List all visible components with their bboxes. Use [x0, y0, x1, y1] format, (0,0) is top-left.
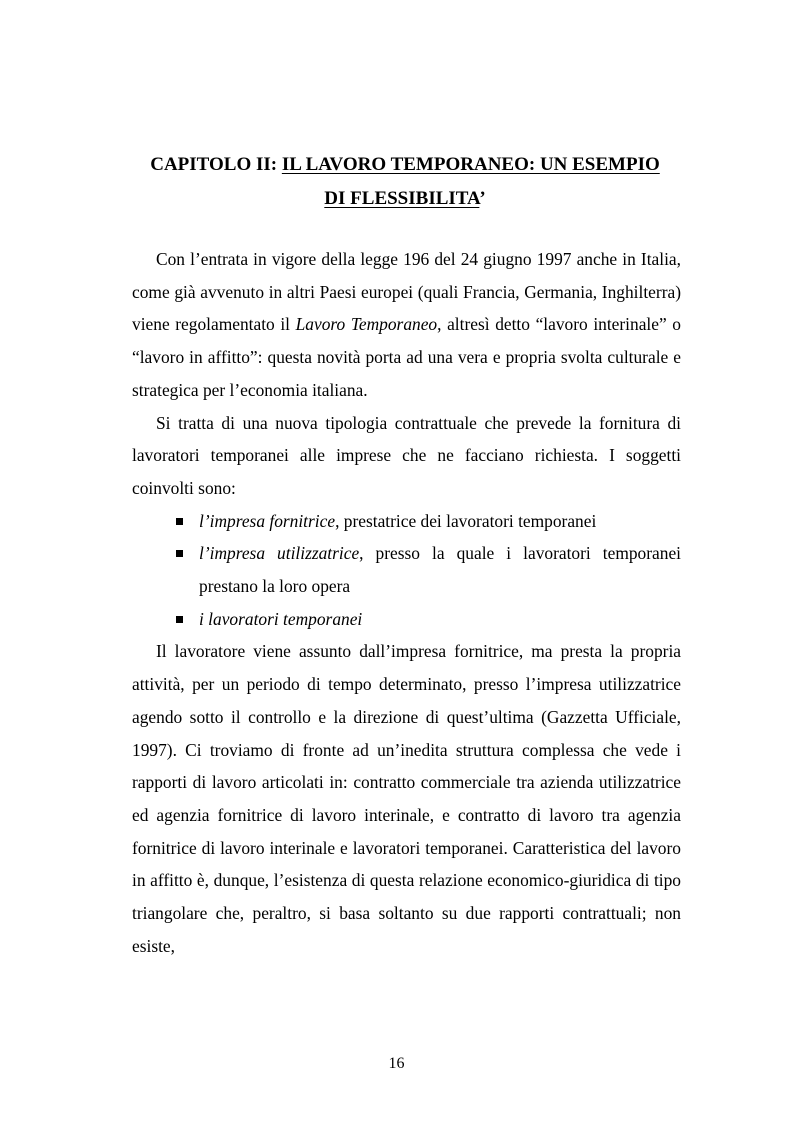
- chapter-title-part1: IL LAVORO TEMPORANEO: UN ESEMPIO: [281, 154, 660, 175]
- square-bullet-icon: [176, 518, 183, 525]
- chapter-heading: [130, 148, 680, 216]
- square-bullet-icon: [176, 616, 183, 623]
- list-item: [132, 603, 681, 636]
- paragraph-1-text-b: , altresì detto “lavoro interinale” o “lavoro in affitto”: questa novità porta ad una vera e propria svolta culturale e strategica per l’economia italiana.: [132, 314, 682, 400]
- chapter-title-suffix: ’: [479, 188, 486, 209]
- list-item-emphasis: i lavoratori temporanei: [199, 608, 363, 629]
- paragraph-3: Il lavoratore viene assunto dall’impresa fornitrice, ma presta la propria attività, per un periodo di tempo determinato, presso l’impresa utilizzatrice agendo sotto il controllo e la direzione di quest’ultima (Gazzetta Ufficiale, 1997). Ci troviamo di fronte ad un’inedita struttura complessa che vede i rapporti di lavoro articolati in: contratto commerciale tra azienda utilizzatrice ed agenzia fornitrice di lavoro interinale, e contratto di lavoro tra agenzia fornitrice di lavoro interinale e lavoratori temporanei. Caratteristica del lavoro in affitto è, dunque, l’esistenza di questa relazione economico-giuridica di tipo triangolare che, peraltro, si basa soltanto su due rapporti contrattuali; non esiste,: [132, 641, 681, 956]
- chapter-label: CAPITOLO II:: [150, 154, 282, 175]
- paragraph-2: Si tratta di una nuova tipologia contrattuale che prevede la fornitura di lavoratori temporanei alle imprese che ne facciano richiesta. I soggetti coinvolti sono:: [132, 412, 681, 498]
- list-item: [132, 537, 681, 602]
- body-text: [132, 243, 681, 962]
- list-item-text: , presso la quale i lavoratori temporanei prestano la loro opera: [199, 543, 681, 597]
- paragraph-1: [132, 243, 681, 407]
- list-item-emphasis: l’impresa utilizzatrice: [199, 543, 360, 564]
- page-number: 16: [388, 1055, 405, 1072]
- list-item: [132, 505, 681, 538]
- subjects-list: [132, 505, 681, 636]
- list-item-emphasis: l’impresa fornitrice: [199, 510, 336, 531]
- square-bullet-icon: [176, 550, 183, 557]
- list-item-text: , prestatrice dei lavoratori temporanei: [335, 510, 597, 531]
- paragraph-1-emphasis: Lavoro Temporaneo: [295, 314, 438, 335]
- paragraph-1-text-a: Con l’entrata in vigore della legge 196 del 24 giugno 1997 anche in Italia, come già avvenuto in altri Paesi europei (quali Francia, Germania, Inghilterra) viene regolamentato il: [132, 249, 681, 335]
- chapter-title-part2: DI FLESSIBILITA: [324, 188, 480, 209]
